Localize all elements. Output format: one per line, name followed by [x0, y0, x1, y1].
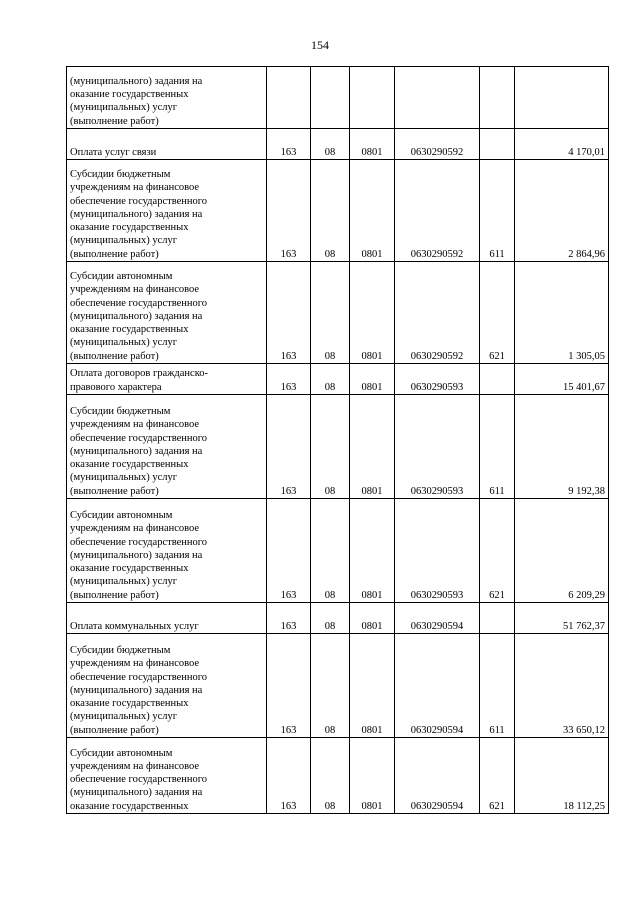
table-row	[67, 395, 609, 499]
cell-subsection-code: 0801	[350, 738, 395, 814]
cell-section-code: 08	[311, 129, 350, 160]
table-row	[67, 67, 609, 129]
cell-target-article-code	[395, 67, 480, 129]
cell-expense-name: Оплата договоров гражданско- правового характера	[67, 364, 267, 395]
page-number: 154	[311, 38, 329, 52]
cell-ministry-code: 163	[267, 129, 311, 160]
table-row	[67, 499, 609, 603]
cell-ministry-code	[267, 67, 311, 129]
budget-table	[66, 66, 609, 814]
cell-amount	[515, 67, 609, 129]
cell-amount: 9 192,38	[515, 395, 609, 499]
cell-ministry-code: 163	[267, 634, 311, 738]
cell-ministry-code: 163	[267, 499, 311, 603]
cell-target-article-code: 0630290594	[395, 738, 480, 814]
cell-expense-type-code	[480, 67, 515, 129]
cell-target-article-code: 0630290594	[395, 603, 480, 634]
cell-section-code: 08	[311, 262, 350, 364]
cell-target-article-code: 0630290593	[395, 499, 480, 603]
cell-expense-type-code: 611	[480, 395, 515, 499]
cell-section-code	[311, 67, 350, 129]
cell-section-code: 08	[311, 364, 350, 395]
cell-amount: 51 762,37	[515, 603, 609, 634]
table-row	[67, 129, 609, 160]
table-row	[67, 364, 609, 395]
cell-ministry-code: 163	[267, 262, 311, 364]
cell-target-article-code: 0630290593	[395, 364, 480, 395]
cell-subsection-code: 0801	[350, 364, 395, 395]
table-row	[67, 603, 609, 634]
cell-expense-name: Оплата услуг связи	[67, 129, 267, 160]
cell-expense-type-code: 621	[480, 262, 515, 364]
cell-expense-type-code: 621	[480, 499, 515, 603]
cell-expense-name: Субсидии бюджетным учреждениям на финансовое обеспечение государственного (муниципального) задания на оказание государственных (муниципальных) услуг (выполнение работ)	[67, 160, 267, 262]
cell-expense-name: Субсидии автономным учреждениям на финансовое обеспечение государственного (муниципального) задания на оказание государственных (муниципальных) услуг (выполнение работ)	[67, 499, 267, 603]
cell-amount: 1 305,05	[515, 262, 609, 364]
table-row	[67, 262, 609, 364]
cell-subsection-code: 0801	[350, 160, 395, 262]
cell-expense-name: Субсидии автономным учреждениям на финансовое обеспечение государственного (муниципального) задания на оказание государственных	[67, 738, 267, 814]
cell-subsection-code	[350, 67, 395, 129]
cell-expense-name: Субсидии бюджетным учреждениям на финансовое обеспечение государственного (муниципального) задания на оказание государственных (муниципальных) услуг (выполнение работ)	[67, 634, 267, 738]
cell-ministry-code: 163	[267, 364, 311, 395]
cell-expense-type-code: 611	[480, 634, 515, 738]
table-row	[67, 160, 609, 262]
cell-ministry-code: 163	[267, 395, 311, 499]
cell-expense-name: Субсидии автономным учреждениям на финансовое обеспечение государственного (муниципального) задания на оказание государственных (муниципальных) услуг (выполнение работ)	[67, 262, 267, 364]
cell-target-article-code: 0630290594	[395, 634, 480, 738]
cell-expense-type-code	[480, 364, 515, 395]
cell-amount: 6 209,29	[515, 499, 609, 603]
cell-section-code: 08	[311, 395, 350, 499]
cell-section-code: 08	[311, 603, 350, 634]
cell-ministry-code: 163	[267, 160, 311, 262]
cell-subsection-code: 0801	[350, 395, 395, 499]
cell-expense-name: (муниципального) задания на оказание государственных (муниципальных) услуг (выполнение работ)	[67, 67, 267, 129]
cell-ministry-code: 163	[267, 603, 311, 634]
cell-subsection-code: 0801	[350, 634, 395, 738]
cell-subsection-code: 0801	[350, 499, 395, 603]
cell-expense-name: Оплата коммунальных услуг	[67, 603, 267, 634]
cell-amount: 4 170,01	[515, 129, 609, 160]
cell-section-code: 08	[311, 738, 350, 814]
table-row	[67, 634, 609, 738]
budget-table-body	[67, 67, 609, 814]
cell-section-code: 08	[311, 499, 350, 603]
cell-subsection-code: 0801	[350, 262, 395, 364]
cell-section-code: 08	[311, 160, 350, 262]
cell-target-article-code: 0630290592	[395, 129, 480, 160]
cell-expense-name: Субсидии бюджетным учреждениям на финансовое обеспечение государственного (муниципального) задания на оказание государственных (муниципальных) услуг (выполнение работ)	[67, 395, 267, 499]
cell-expense-type-code	[480, 129, 515, 160]
cell-expense-type-code: 621	[480, 738, 515, 814]
cell-target-article-code: 0630290592	[395, 262, 480, 364]
cell-expense-type-code	[480, 603, 515, 634]
cell-amount: 18 112,25	[515, 738, 609, 814]
cell-section-code: 08	[311, 634, 350, 738]
cell-subsection-code: 0801	[350, 129, 395, 160]
cell-subsection-code: 0801	[350, 603, 395, 634]
cell-target-article-code: 0630290592	[395, 160, 480, 262]
cell-target-article-code: 0630290593	[395, 395, 480, 499]
cell-ministry-code: 163	[267, 738, 311, 814]
cell-amount: 33 650,12	[515, 634, 609, 738]
table-row	[67, 738, 609, 814]
cell-amount: 15 401,67	[515, 364, 609, 395]
cell-expense-type-code: 611	[480, 160, 515, 262]
cell-amount: 2 864,96	[515, 160, 609, 262]
